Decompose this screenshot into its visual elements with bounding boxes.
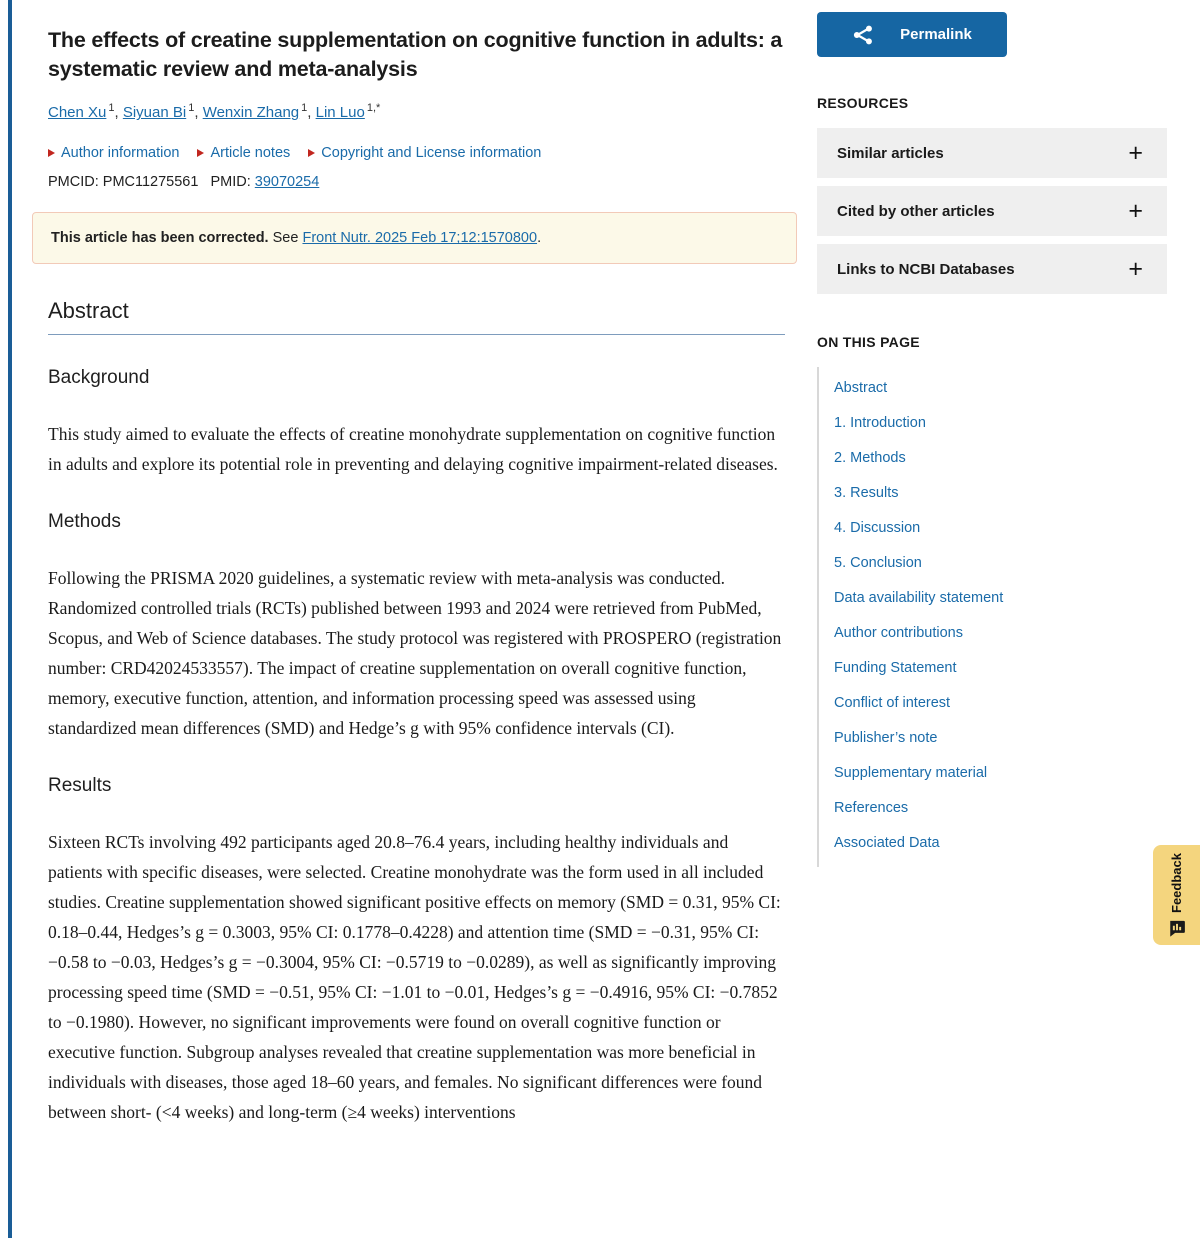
toc-link-data-availability[interactable]: Data availability statement [834, 590, 1004, 606]
author-link[interactable]: Wenxin Zhang [202, 104, 300, 122]
on-this-page-nav [817, 367, 1167, 867]
author-affiliation-sup: 1 [301, 102, 308, 115]
resources-accordions [817, 128, 1167, 294]
section-heading-results: Results [48, 775, 112, 797]
toc-link-abstract[interactable]: Abstract [834, 380, 888, 396]
toggle-arrow-icon [308, 149, 315, 157]
toc-item [834, 826, 1167, 861]
permalink-label: Permalink [900, 26, 972, 43]
feedback-button[interactable] [1153, 845, 1200, 945]
toc-item [834, 406, 1167, 441]
toc-item [834, 476, 1167, 511]
toggle-arrow-icon [197, 149, 204, 157]
pmcid-value: PMC11275561 [102, 174, 199, 191]
correction-lead: This article has been corrected. [51, 230, 269, 247]
author-affiliation-sup: 1,* [366, 102, 381, 115]
toc-item [834, 441, 1167, 476]
author-link[interactable]: Siyuan Bi [122, 104, 187, 122]
toc-item [834, 791, 1167, 826]
copyright-license-toggle[interactable]: Copyright and License information [308, 145, 541, 161]
toc-item [834, 616, 1167, 651]
toggle-arrow-icon [48, 149, 55, 157]
section-text-results: Sixteen RCTs involving 492 participants aged 20.8–76.4 years, including healthy individuals and patients with specific diseases, were selected. Creatine monohydrate was the form used in all included studies. Creatine supplementation showed significant positive effects on memory (SMD = 0.31, 95% CI: 0.18–0.44, Hedges’s g = 0.3003, 95% CI: 0.1778–0.4228) and attention time (SMD = −0.31, 95% CI: −0.58 to −0.03, Hedges’s g = −0.3004, 95% CI: −0.5719 to −0.0289), as well as significantly improving processing speed time (SMD = −0.51, 95% CI: −1.01 to −0.01, Hedges’s g = −0.4916, 95% CI: −0.7852 to −0.1980). However, no significant improvements were found on overall cognitive function or executive function. Subgroup analyses revealed that creatine supplementation was more beneficial in individuals with diseases, those aged 18–60 years, and females. No significant differences were found between short- (<4 weeks) and long-term (≥4 weeks) interventions [48, 832, 781, 1123]
article-meta-toggles [48, 145, 785, 161]
accordion-similar-articles[interactable]: Similar articles + [817, 128, 1167, 178]
correction-see: See [272, 230, 299, 247]
correction-citation-link[interactable]: Front Nutr. 2025 Feb 17;12:1570800 [302, 230, 538, 247]
toc-item [834, 546, 1167, 581]
section-heading-background: Background [48, 367, 150, 389]
toc-item [834, 371, 1167, 406]
author-link[interactable]: Lin Luo [315, 104, 365, 122]
toc-link-discussion[interactable]: 4. Discussion [834, 520, 921, 536]
toc-link-conclusion[interactable]: 5. Conclusion [834, 555, 922, 571]
accordion-ncbi-links[interactable]: Links to NCBI Databases + [817, 244, 1167, 294]
pmid-link[interactable]: 39070254 [254, 174, 320, 191]
abstract-heading: Abstract [48, 298, 785, 335]
on-this-page-heading: ON THIS PAGE [817, 334, 920, 350]
share-icon [852, 24, 874, 46]
toc-link-references[interactable]: References [834, 800, 909, 816]
permalink-button[interactable] [817, 12, 1007, 57]
toc-link-funding[interactable]: Funding Statement [834, 660, 957, 676]
toc-item [834, 581, 1167, 616]
pmcid-label: PMCID: [48, 174, 99, 191]
article-main-column [48, 0, 785, 1127]
left-accent-bar [8, 0, 12, 1238]
feedback-label: Feedback [1169, 852, 1184, 913]
plus-icon: + [1128, 254, 1143, 283]
section-text-background: This study aimed to evaluate the effects of creatine monohydrate supplementation on cognitive function in adults and explore its potential role in preventing and delaying cognitive impairment-related diseases. [48, 424, 778, 475]
article-title: The effects of creatine supplementation on cognitive function in adults: a systematic review and meta-analysis [48, 28, 783, 82]
right-sidebar [817, 0, 1167, 867]
resources-heading: RESOURCES [817, 95, 909, 111]
author [316, 104, 381, 121]
author-affiliation-sup: 1 [108, 102, 115, 115]
toc-link-supplementary[interactable]: Supplementary material [834, 765, 988, 781]
section-heading-methods: Methods [48, 511, 121, 533]
toc-item [834, 756, 1167, 791]
plus-icon: + [1128, 138, 1143, 167]
author-affiliation-sup: 1 [188, 102, 195, 115]
author: Wenxin Zhang $^1$, [202, 102, 316, 122]
toc-link-author-contributions[interactable]: Author contributions [834, 625, 963, 641]
feedback-bubble-icon [1168, 919, 1186, 937]
article-notes-toggle[interactable]: Article notes [197, 145, 290, 161]
author-list [48, 102, 785, 121]
toc-item [834, 686, 1167, 721]
toc-link-results[interactable]: 3. Results [834, 485, 899, 501]
author: Chen Xu $^1$, [48, 102, 123, 122]
accordion-cited-by[interactable]: Cited by other articles + [817, 186, 1167, 236]
plus-icon: + [1128, 196, 1143, 225]
correction-notice: This article has been corrected. See Front Nutr. 2025 Feb 17;12:1570800. [32, 212, 797, 264]
toc-link-conflict[interactable]: Conflict of interest [834, 695, 951, 711]
author: Siyuan Bi $^1$, [122, 102, 203, 122]
toc-link-methods[interactable]: 2. Methods [834, 450, 906, 466]
article-identifiers [48, 174, 785, 190]
toc-link-introduction[interactable]: 1. Introduction [834, 415, 926, 431]
author-information-toggle[interactable]: Author information [48, 145, 179, 161]
pmid-label: PMID: [210, 174, 251, 191]
toc-item [834, 511, 1167, 546]
toc-item [834, 721, 1167, 756]
toc-item [834, 651, 1167, 686]
toc-link-publishers-note[interactable]: Publisher’s note [834, 730, 938, 746]
toc-link-associated-data[interactable]: Associated Data [834, 835, 940, 851]
section-text-methods: Following the PRISMA 2020 guidelines, a systematic review with meta-analysis was conducted. Randomized controlled trials (RCTs) published between 1993 and 2024 were retrieved from PubMed, Scopus, and Web of Science databases. The study protocol was registered with PROSPERO (registration number: CRD42024533557). The impact of creatine supplementation on overall cognitive function, memory, executive function, attention, and information processing speed was assessed using standardized mean differences (SMD) and Hedge’s g with 95% confidence intervals (CI). [48, 568, 782, 739]
author-link[interactable]: Chen Xu [48, 104, 107, 122]
